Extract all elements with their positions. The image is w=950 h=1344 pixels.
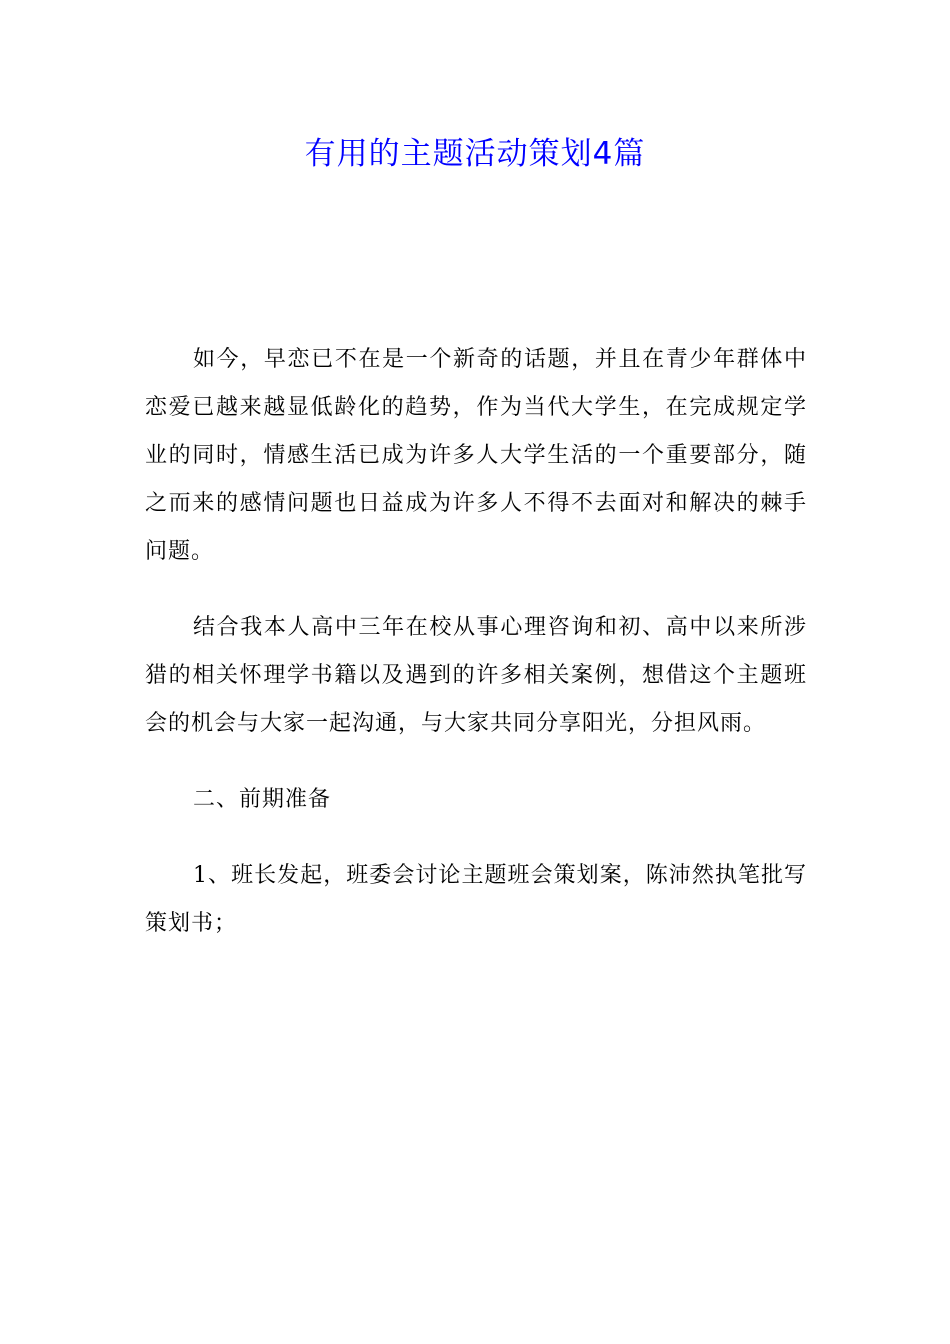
- document-title: 有用的主题活动策划4篇: [304, 136, 646, 172]
- document-body: [145, 336, 807, 976]
- paragraph-purpose: 结合我本人高中三年在校从事心理咨询和初、高中以来所涉猎的相关怀理学书籍以及遇到的许多相关案例，想借这个主题班会的机会与大家一起沟通，与大家共同分享阳光，分担风雨。: [145, 615, 807, 736]
- section-heading-preparation: 二、前期准备: [193, 787, 332, 812]
- paragraph-intro: 如今，早恋已不在是一个新奇的话题，并且在青少年群体中恋爱已越来越显低龄化的趋势，作为当代大学生，在完成规定学业的同时，情感生活已成为许多人大学生活的一个重要部分，随之而来的感情问题也日益成为许多人不得不去面对和解决的棘手问题。: [145, 347, 807, 564]
- list-item-preparation-1: 1、班长发起，班委会讨论主题班会策划案，陈沛然执笔批写策划书；: [145, 863, 807, 936]
